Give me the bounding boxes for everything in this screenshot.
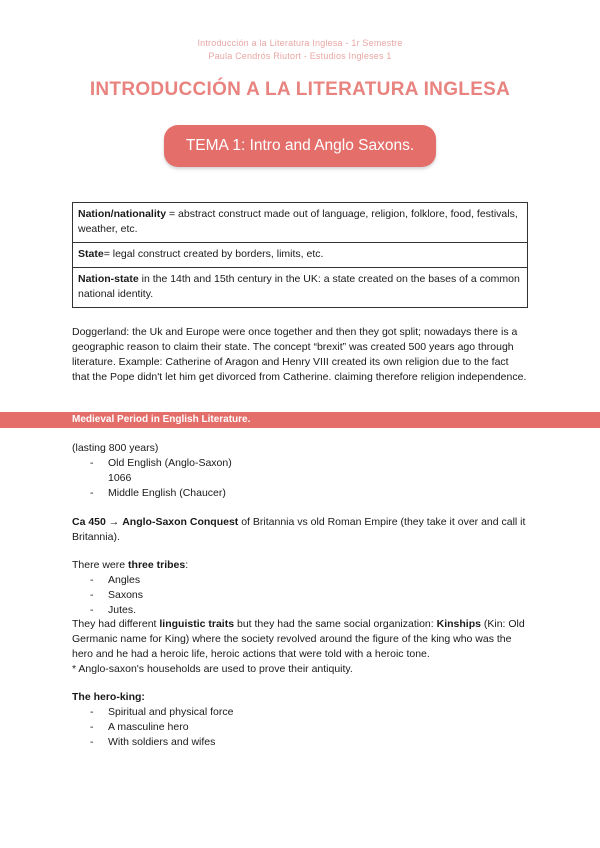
tribes-list <box>72 573 528 618</box>
year-label: 1066 <box>108 472 132 484</box>
tribes-intro <box>72 558 528 573</box>
list-item <box>72 486 528 501</box>
tribes-intro-text: There were <box>72 559 129 571</box>
list-item-label: Spiritual and physical force <box>108 706 234 718</box>
list-item-label: Middle English (Chaucer) <box>108 487 226 499</box>
definition-row <box>73 268 528 308</box>
hero-list <box>72 705 528 750</box>
list-item <box>72 456 528 471</box>
page-title: INTRODUCCIÓN A LA LITERATURA INGLESA <box>89 79 511 100</box>
doggerland-paragraph: Doggerland: the Uk and Europe were once together and then they got split; nowadays there is a geographic reason to claim their state. The concept “brexit” was created 500 years ago through literature. Example: Catherine of Aragon and Henry VIII created its own religion due to the fact that the Pope didn't let him get divorced from Catherine. claiming therefore religion independence. <box>72 326 527 383</box>
list-item <box>72 705 528 720</box>
tribes-colon: : <box>185 559 189 571</box>
conquest-title: Anglo-Saxon Conquest <box>122 516 239 528</box>
arrow-icon: → <box>108 516 120 528</box>
list-item <box>72 720 528 735</box>
dash-bullet: - <box>90 604 94 616</box>
list-item <box>72 588 528 603</box>
hero-heading <box>72 690 528 705</box>
list-item <box>72 471 528 486</box>
definition-term: Nation/nationality <box>78 208 167 220</box>
list-item-label: Old English (Anglo-Saxon) <box>108 457 232 469</box>
note-text: * Anglo-saxon's households are used to prove their antiquity. <box>72 663 353 675</box>
definition-cell <box>73 243 528 268</box>
list-item-label: Saxons <box>108 589 144 601</box>
topic-heading: TEMA 1: Intro and Anglo Saxons. <box>164 125 436 167</box>
definition-text: = legal construct created by borders, limits, etc. <box>103 248 324 260</box>
list-item <box>72 735 528 750</box>
dash-bullet: - <box>90 736 94 748</box>
text-span: They had different <box>72 618 160 630</box>
bold-term: Kinships <box>436 618 481 630</box>
dash-bullet: - <box>90 721 94 733</box>
list-item-label: A masculine hero <box>108 721 189 733</box>
text-span: (Kin: Old Germanic name for King) where the society revolved around the figure of the king who was the hero and he had a heroic life, heroic actions that were told with a heroic tone. <box>72 618 525 660</box>
conquest-date: Ca 450 <box>72 516 106 528</box>
list-item <box>72 603 528 618</box>
list-item-label: Angles <box>108 574 141 586</box>
conquest-paragraph <box>72 515 528 545</box>
dash-bullet: - <box>90 589 94 601</box>
dash-bullet: - <box>90 574 94 586</box>
definition-cell <box>73 268 528 308</box>
list-item-label: With soldiers and wifes <box>108 736 216 748</box>
lasting-text: (lasting 800 years) <box>72 442 159 454</box>
definitions-table <box>72 202 528 308</box>
periods-list <box>72 456 528 501</box>
dash-bullet: - <box>90 706 94 718</box>
definition-text: in the 14th and 15th century in the UK: a state created on the bases of a common national identity. <box>78 273 520 300</box>
definition-text: = abstract construct made out of language, religion, folklore, food, festivals, weather, etc. <box>78 208 518 235</box>
header-author-line: Paula Cendrós Riutort - Estudios Ingleses 1 <box>208 51 392 61</box>
conquest-text: of Britannia vs old Roman Empire (they take it over and call it Britannia). <box>72 516 526 543</box>
section-heading-bar: Medieval Period in English Literature. <box>0 412 600 428</box>
bold-term: linguistic traits <box>159 618 235 630</box>
definition-term: Nation-state <box>78 273 139 285</box>
linguistic-paragraph <box>72 617 528 662</box>
dash-bullet: - <box>90 487 94 499</box>
text-span: but they had the same social organization: <box>234 618 437 630</box>
list-item-label: Jutes. <box>108 604 137 616</box>
list-item <box>72 573 528 588</box>
hero-title: The hero-king: <box>72 691 145 703</box>
definition-row <box>73 203 528 243</box>
definition-cell <box>73 203 528 243</box>
definition-term: State <box>78 248 104 260</box>
header-course-line: Introducción a la Literatura Inglesa - 1r Semestre <box>197 38 403 48</box>
tribes-bold: three tribes <box>128 559 186 571</box>
dash-bullet: - <box>90 457 94 469</box>
definition-row <box>73 243 528 268</box>
